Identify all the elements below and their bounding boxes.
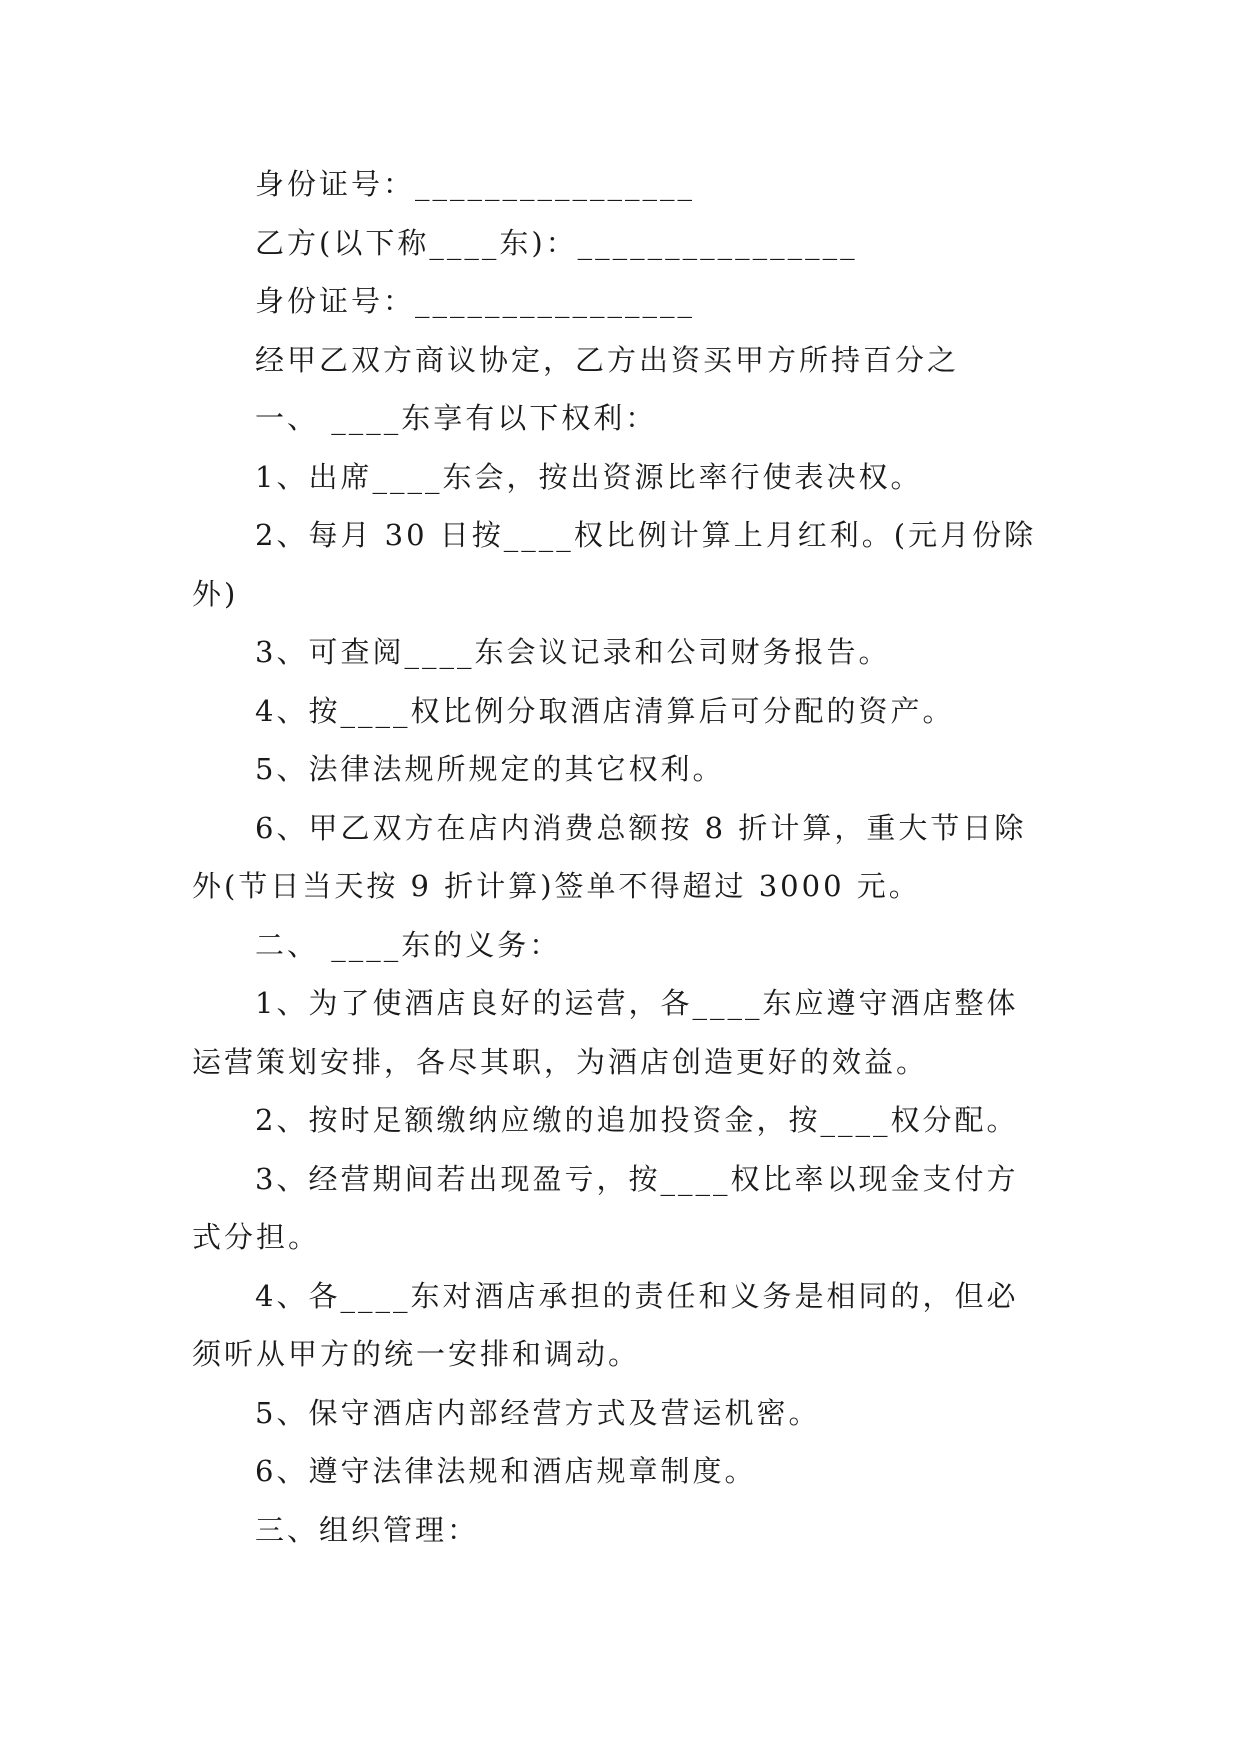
id-number-line-2: 身份证号：________________	[255, 284, 696, 318]
right-item-6-cont: 外(节日当天按 9 折计算)签单不得超过 3000 元。	[192, 869, 921, 903]
duty-item-4-cont: 须听从甲方的统一安排和调动。	[192, 1337, 641, 1371]
duty-item-4: 4、各____东对酒店承担的责任和义务是相同的，但必	[255, 1278, 1019, 1313]
section-3-heading: 三、组织管理：	[255, 1512, 480, 1547]
duty-item-6: 6、遵守法律法规和酒店规章制度。	[255, 1454, 757, 1488]
section-2-heading: 二、 ____东的义务：	[255, 927, 562, 962]
agreement-intro-line: 经甲乙双方商议协定，乙方出资买甲方所持百分之	[255, 342, 960, 377]
right-item-2: 2、每月 30 日按____权比例计算上月红利。(元月份除	[255, 518, 1037, 552]
document-body	[192, 155, 1052, 1559]
right-item-5: 5、法律法规所规定的其它权利。	[255, 752, 725, 786]
duty-item-3: 3、经营期间若出现盈亏，按____权比率以现金支付方	[255, 1161, 1019, 1196]
duty-item-5: 5、保守酒店内部经营方式及营运机密。	[255, 1395, 821, 1430]
right-item-6: 6、甲乙双方在店内消费总额按 8 折计算，重大节日除	[255, 810, 1027, 845]
party-b-line: 乙方(以下称____东)：________________	[255, 225, 858, 260]
duty-item-3-cont: 式分担。	[192, 1220, 321, 1254]
right-item-1: 1、出席____东会，按出资源比率行使表决权。	[255, 459, 923, 494]
duty-item-1: 1、为了使酒店良好的运营，各____东应遵守酒店整体	[255, 986, 1019, 1020]
right-item-3: 3、可查阅____东会议记录和公司财务报告。	[255, 635, 891, 669]
duty-item-2: 2、按时足额缴纳应缴的追加投资金，按____权分配。	[255, 1103, 1019, 1137]
id-number-line-1: 身份证号：________________	[255, 167, 696, 201]
duty-item-1-cont: 运营策划安排，各尽其职，为酒店创造更好的效益。	[192, 1044, 929, 1079]
section-1-heading: 一、 ____东享有以下权利：	[255, 401, 658, 435]
right-item-2-cont: 外)	[192, 576, 239, 611]
right-item-4: 4、按____权比例分取酒店清算后可分配的资产。	[255, 693, 955, 728]
